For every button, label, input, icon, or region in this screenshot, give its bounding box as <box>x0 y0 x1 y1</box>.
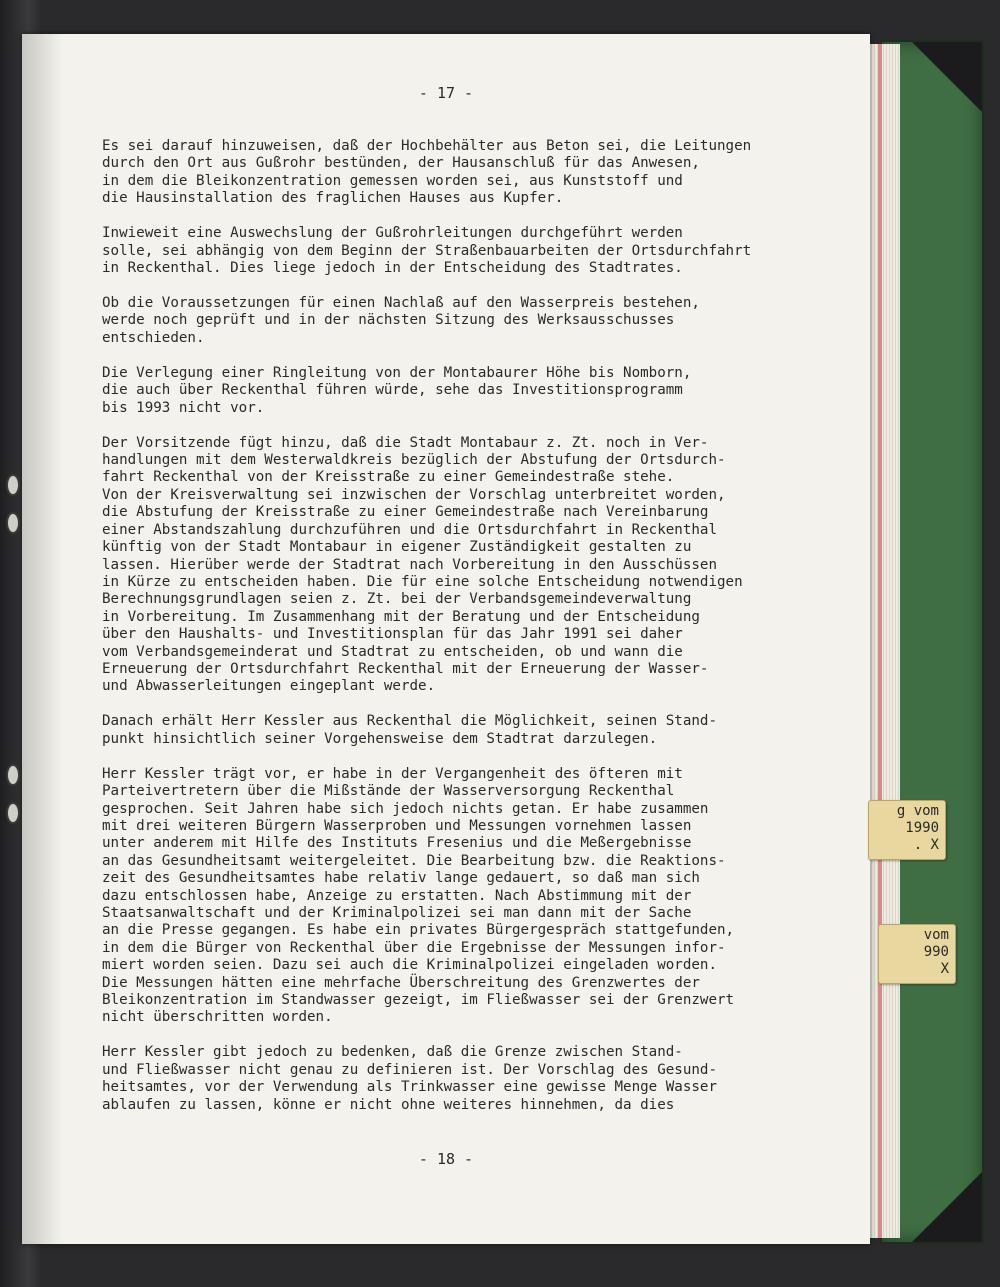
paragraph: Herr Kessler trägt vor, er habe in der Vergangenheit des öfteren mit Parteivertretern über die Mißstände der Wasserversorgung Reckenthal gesprochen. Seit Jahren habe sich jedoch nichts getan. Er habe zusammen mit drei weiteren Bürgern Wasserproben und Messungen vornehmen lassen unter anderem mit Hilfe des Instituts Fresenius und die Meßergebnisse an das Gesundheitsamt weitergeleitet. Die Bearbeitung bzw. die Reaktions- zeit des Gesundheitsamtes habe relativ lange gedauert, so daß man sich dazu entschlossen habe, Anzeige zu erstatten. Nach Abstimmung mit der Staatsanwaltschaft und der Kriminalpolizei sei man dann mit der Sache an die Presse gegangen. Es habe ein privates Bürgergespräch stattgefunden, in dem die Bürger von Reckenthal über die Ergebnisse der Messungen infor- miert worden seien. Dazu sei auch die Kriminalpolizei eingeladen worden. Die Messungen hätten eine mehrfache Überschreitung des Grenzwertes der Bleikonzentration im Standwasser gezeigt, im Fließwasser sei der Grenzwert nicht überschritten worden. <box>102 765 735 1026</box>
index-tab-label: vom 990 X <box>878 924 956 984</box>
punch-hole <box>6 474 20 496</box>
paragraph: Herr Kessler gibt jedoch zu bedenken, daß die Grenze zwischen Stand- und Fließwasser nicht genau zu definieren ist. Der Vorschlag des Gesund- heitsamtes, vor der Verwendung als Trinkwasser eine gewisse Menge Wasser ablaufen zu lassen, könne er nicht ohne weiteres hinnehmen, da dies <box>102 1044 717 1113</box>
paragraph: Die Verlegung einer Ringleitung von der Montabaurer Höhe bis Nomborn, die auch über Reckenthal führen würde, sehe das Investitionsprogramm bis 1993 nicht vor. <box>102 364 692 416</box>
punch-hole <box>6 764 20 786</box>
page-number-top: - 17 - <box>418 84 474 102</box>
page-gutter-shadow <box>22 34 62 1244</box>
paragraph: Inwieweit eine Auswechslung der Gußrohrleitungen durchgeführt werden solle, sei abhängig von dem Beginn der Straßenbauarbeiten der Ortsdurchfahrt in Reckenthal. Dies liege jedoch in der Entscheidung des Stadtrates. <box>102 225 752 277</box>
page-number-bottom: - 18 - <box>418 1150 474 1168</box>
binder-corner-bottom <box>912 1172 982 1242</box>
punch-hole <box>6 802 20 824</box>
punch-hole <box>6 512 20 534</box>
page-edge-red-stripe <box>878 44 882 1238</box>
paragraph: Der Vorsitzende fügt hinzu, daß die Stadt Montabaur z. Zt. noch in Ver- handlungen mit dem Westerwaldkreis bezüglich der Abstufung der Ortsdurch- fahrt Reckenthal von der Kreisstraße zu einer Gemeindestraße stehe. Von der Kreisverwaltung sei inzwischen der Vorschlag unterbreitet worden, die Abstufung der Kreisstraße zu einer Gemeindestraße nach Vereinbarung einer Abstandszahlung durchzuführen und die Ortsdurchfahrt in Reckenthal künftig von der Stadt Montabaur in eigener Zuständigkeit gestalten zu lassen. Hierüber werde der Stadtrat nach Vorbereitung in den Ausschüssen in Kürze zu entscheiden haben. Die für eine solche Entscheidung notwendigen Berechnungsgrundlagen seien z. Zt. bei der Verbandsgemeindeverwaltung in Vorbereitung. Im Zusammenhang mit der Beratung und der Entscheidung über den Haushalts- und Investitionsplan für das Jahr 1991 sei daher vom Verbandsgemeinderat und Stadtrat zu entscheiden, ob und wann die Erneuerung der Ortsdurchfahrt Reckenthal mit der Erneuerung der Wasser- und Abwasserleitungen eingeplant werde. <box>102 434 743 695</box>
body-text <box>102 138 802 1132</box>
paragraph: Ob die Voraussetzungen für einen Nachlaß auf den Wasserpreis bestehen, werde noch geprüft und in der nächsten Sitzung des Werksausschusses entschieden. <box>102 295 700 346</box>
document-page <box>22 34 870 1244</box>
index-tab-label: g vom 1990 . X <box>868 800 946 860</box>
paragraph: Es sei darauf hinzuweisen, daß der Hochbehälter aus Beton sei, die Leitungen durch den Ort aus Gußrohr bestünden, der Hausanschluß für das Anwesen, in dem die Bleikonzentration gemessen worden sei, aus Kunststoff und die Hausinstallation des fraglichen Hauses aus Kupfer. <box>102 138 752 207</box>
paragraph: Danach erhält Herr Kessler aus Reckenthal die Möglichkeit, seinen Stand- punkt hinsichtlich seiner Vorgehensweise dem Stadtrat darzulegen. <box>102 713 717 747</box>
binder-corner-top <box>912 42 982 112</box>
